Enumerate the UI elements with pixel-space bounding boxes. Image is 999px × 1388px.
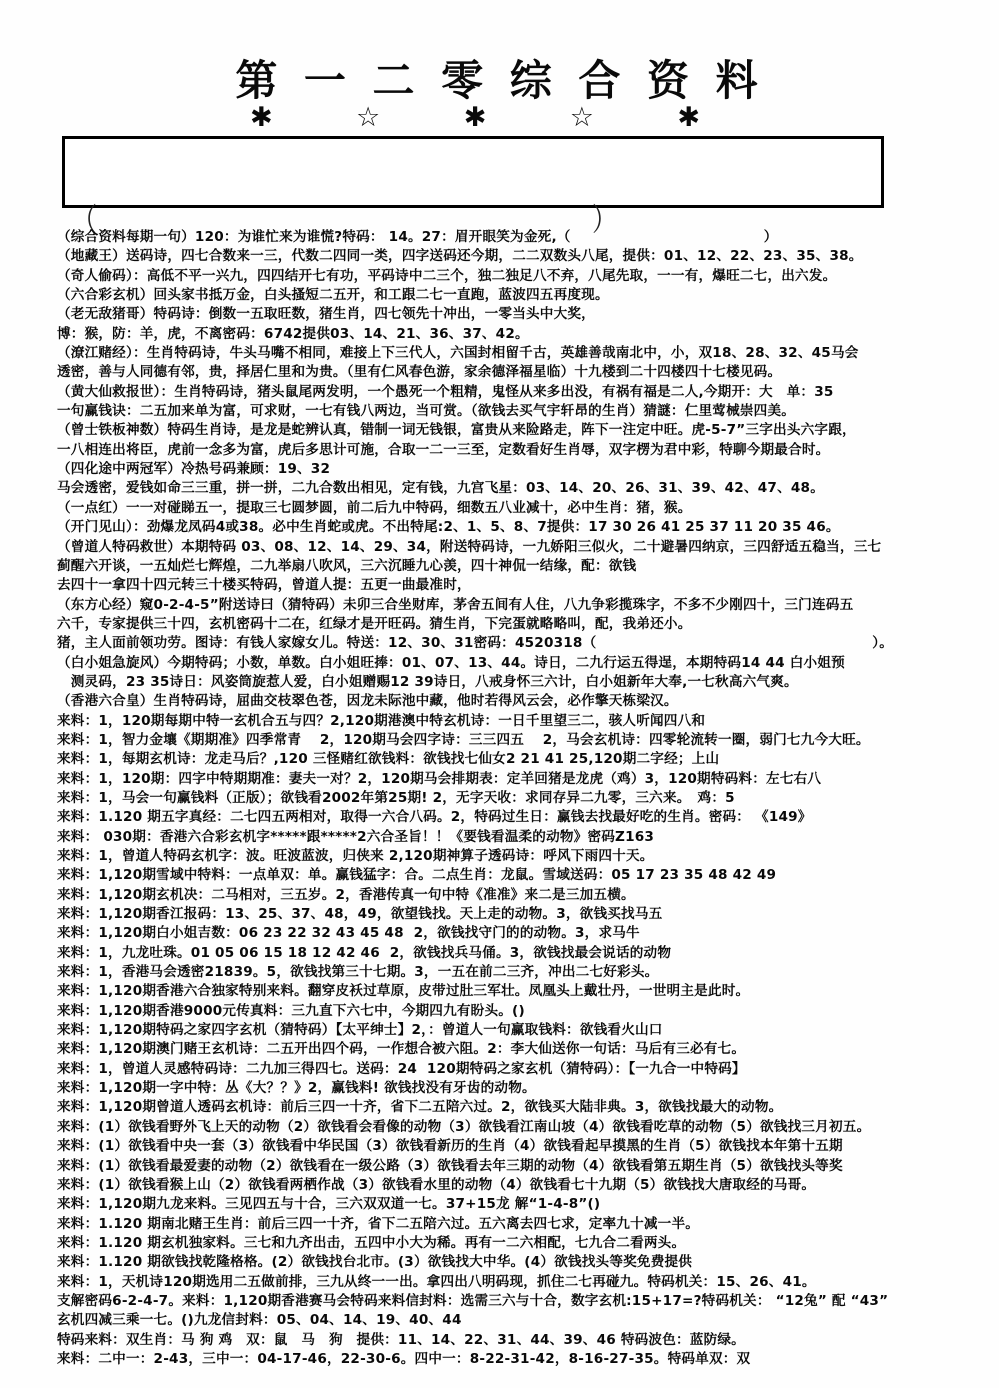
text-line: （东方心经）窥0-2-4-5”附送诗曰（猜特码）未卯三合坐财库，茅舍五间有人住，八九争彩揽珠字，不多不少刚四十，三门连码五 — [57, 596, 854, 613]
text-line: 博：猴，防：羊，虎，不离密码：6742提供03、14、21、36、37、42。 — [57, 325, 529, 342]
text-line: （奇人偷码）：高低不平一兴九，四四结开七有功，平码诗中二三个，独二独足八不弃，八尾先取，一一有，爆旺二七，出六发。 — [57, 267, 837, 284]
text-line: 来料：1,120期雪域中特料：一点单双：单。赢钱猛字：合。二点生肖：龙鼠。雪域送码：05 17 23 35 48 42 49 — [57, 867, 777, 884]
text-line: 来料：1，香港马会透密21839。5，欲钱找第三十七期。3，一五在前二三齐，冲出二七好彩头。 — [57, 964, 659, 981]
text-line: （综合资料每期一句）120：为谁忙来为谁慌?特码： 14。27：眉开眼笑为金死,（ ） — [57, 229, 778, 245]
text-line: （潦江赌经）：生肖特码诗，牛头马嘴不相同，难接上下三代人，六国封相留千古，英雄善哉南北中，小，双18、28、32、45马会 — [57, 345, 859, 362]
text-line: 来料：1，九龙吐珠。01 05 06 15 18 12 42 46 2，欲钱找兵马俑。3，欲钱找最会说话的动物 — [57, 944, 672, 961]
text-line: 支解密码6-2-4-7。来料：1,120期香港赛马会特码来料信封料：选需三六与十合，数字玄机:15+17=?特码机关： “12兔” 配 “43” — [57, 1292, 889, 1309]
empty-banner-box — [62, 136, 884, 208]
text-line: 来料：1，120期：四字中特期期准：妻夫一对？2，120期马会排期表：定羊回猪是龙虎（鸡）3，120期特码料：左七右八 — [57, 770, 822, 787]
text-line: 来料：1，每期玄机诗：龙走马后？,120 三怪赌红欲钱料：欲钱找七仙女2 21 41 25,120期二字经；上山 — [57, 751, 720, 768]
text-line: 特码来料：双生肖：马 狗 鸡 双：鼠 马 狗 提供：11、14、22、31、44、39、46 特码波色：蓝防绿。 — [57, 1331, 745, 1348]
star-icon: ✱ — [250, 102, 273, 133]
text-line: （黄大仙救报世）：生肖特码诗，猪头鼠尾两发明，一个愚死一个粗精，鬼怪从来多出没，有祸有福是二人,今期开：大 单：35 — [57, 383, 834, 400]
text-line: （六合彩玄机）回头家书抵万金，白头搔短二五开，和工跟二七一直跑，蓝波四五再度现。 — [57, 287, 609, 304]
text-line: 去四十一拿四十四元转三十楼买特码，曾道人提：五更一曲最准时， — [57, 577, 471, 594]
text-line: （地藏王）送码诗，四七合数来一三，代数二四同一类，四字送码还今期，二二双数头八尾，提供：01、12、22、23、35、38。 — [57, 248, 863, 265]
text-line: 来料：1,120期九龙来料。三见四五与十合，三六双双道一七。37+15龙 解“1-4-8”() — [57, 1196, 601, 1213]
right-paren-mark: ） — [592, 201, 618, 238]
star-icon: ✱ — [463, 102, 487, 133]
body-text-block — [57, 228, 993, 1369]
text-line: 六千，专家提供三十四，玄机密码十二在，红绿才是开旺码。猜生肖，下完蛋就略略叫，配，我弟还小。 — [57, 615, 692, 632]
text-line: 玄机四减三乘一七。()九龙信封料：05、04、14、19、40、44 — [57, 1312, 462, 1329]
text-line: 来料：二中一：2-43，三中一：04-17-46，22-30-6。四中一：8-22-31-42，8-16-27-35。特码单双：双 — [57, 1350, 751, 1367]
star-icon: ☆ — [569, 102, 594, 133]
text-line: 猪，主人面前领功劳。图诗：有钱人家嫁女儿。特送：12、30、31密码：4520318（ ）。 — [57, 635, 894, 652]
text-line: 来料：1,120期香港9000元传真料：三九直下六七中，今期四九有盼头。() — [57, 1002, 525, 1019]
text-line: （一点红）一一对碰睇五一，提取三七圆梦圆，前二后九中特码，细数五八业减十，必中生肖：猪，猴。 — [57, 499, 692, 516]
text-line: 来料：1,120期曾道人透码玄机诗：前后三四一十齐，省下二五陪六过。2，欲钱买大陆非典。3，欲钱找最大的动物。 — [57, 1099, 783, 1116]
text-line: 蓟醒六开谈，一五灿烂七辉煌，二九举扇八吹风，三六沉睡九心羡，四十神侃一结缘，配：欲钱 — [57, 557, 637, 574]
text-line: 来料：1,120期白小姐吉数：06 23 22 32 43 45 48 2，欲钱找守门的的动物。3，求马牛 — [57, 925, 640, 942]
text-line: （老无敌猪哥）特码诗：倒数一五取旺数，猪生肖，四七领先十冲出，一零当头中大奖， — [57, 306, 595, 323]
text-line: 来料：1,120期一字中特：丛《大？？》2，赢钱料! 欲钱找没有牙齿的动物。 — [57, 1080, 536, 1097]
text-line: 马会透密，爱钱如命三三重，拼一拼，二九合数出相见，定有钱，九宫飞星：03、14、20、26、31、39、42、47、48。 — [57, 480, 824, 497]
text-line: 来料：1.120 期五字真经：二七四五两相对，取得一六合八码。2，特码过生日：赢钱去找最好吃的生肖。密码： 《149》 — [57, 809, 812, 826]
text-line: 来料：1，马会一句赢钱料（正版）；欲钱看2002年第25期! 2，无字天收：求同存异二九零，三六来。 鸡：5 — [57, 789, 735, 806]
text-line: 来料：1.120 期玄机独家料。三七和九齐出击，五四中小大为稀。再有一二六相配，七九合二看两头。 — [57, 1234, 686, 1251]
star-icon: ☆ — [356, 102, 381, 133]
page-title: 第 一 二 零 综 合 资 料 — [235, 56, 764, 105]
text-line: 来料：1,120期玄机决：二马相对，三五岁。2，香港传真一句中特《准准》来二是三加五横。 — [57, 886, 635, 903]
text-line: 来料：1，120期每期中特一玄机合五与四？2,120期港澳中特玄机诗：一日千里望三二，骇人听闻四八和 — [57, 712, 706, 729]
star-icon: ✱ — [677, 102, 700, 133]
text-line: 测灵码，23 35诗日：风姿筒旋惹人爱，白小姐赠赐12 39诗日，八戒身怀三六计，白小姐新年大奉,一七秋高六气爽。 — [57, 673, 798, 690]
text-line: （开门见山）：劲爆龙凤码4或38。必中生肖蛇或虎。不出特尾:2、1、5、8、7提供：17 30 26 41 25 37 11 20 35 46。 — [57, 519, 840, 536]
text-line: 来料：1,120期澳门赌王玄机诗：二五开出四个码，一作想合被六阻。2：李大仙送你一句话：马后有三必有七。 — [57, 1041, 746, 1058]
text-line: 来料：1，曾道人特码玄机字：波。旺波蓝波，归侠来 2,120期神算子透码诗：呼风下雨四十天。 — [57, 848, 654, 864]
text-line: （香港六合皇）生肖特码诗，屈曲交枝翠色苍，因龙未际池中藏，他时若得风云会，必作擎天栋梁汉。 — [57, 693, 678, 710]
text-line: 来料：1,120期香港六合独家特别来料。翻穿皮袄过草原，皮带过肚三军壮。凤凰头上戴壮丹，一世明主是此时。 — [57, 983, 750, 1000]
text-line: 来料：1，天机诗120期选用二五做前排，三九从终一一出。拿四出八明码现，抓住二七再碰九。特码机关：15、26、41。 — [57, 1273, 816, 1290]
text-line: 来料：(1）欲钱看猴上山（2）欲钱看两栖作战（3）欲钱看水里的动物（4）欲钱看七十九期（5）欲钱找大唐取经的马哥。 — [57, 1176, 816, 1193]
star-decoration-row — [250, 103, 700, 133]
text-line: 来料：(1）欲钱看最爱妻的动物（2）欲钱看在一级公路（3）欲钱看去年三期的动物（4）欲钱看第五期生肖（5）欲钱找头等奖 — [57, 1157, 843, 1174]
text-line: 来料：1,120期香江报码：13、25、37、48，49，欲望钱找。天上走的动物。3，欲钱买找马五 — [57, 906, 663, 923]
text-line: 来料：1，曾道人灵感特码诗：二九加三得四七。送码：24 120期特码之家玄机（猜特码）：【一九合一中特码】 — [57, 1060, 746, 1077]
text-line: 一句赢钱诀：二五加来单为富，可求财，一七有钱八两边，当可赏。（欲钱去买气宇轩昂的生肖）猜謎：仁里莺械崇四美。 — [57, 403, 796, 420]
text-line: 来料：1.120 期南北赌王生肖：前后三四一十齐，省下二五陪六过。五六离去四七求，定率九十减一半。 — [57, 1215, 700, 1232]
text-line: 来料：1.120 期欲钱找乾隆格格。(2）欲钱找台北市。(3）欲钱找大中华。(4）欲钱找头等奖免费提供 — [57, 1254, 693, 1271]
text-line: 来料：1，智力金壤《期期准》四季常青 2，120期马会四字诗：三三四五 2，马会玄机诗：四零轮流转一圈，弱门七九今大旺。 — [57, 731, 870, 748]
text-line: 透密，善与人同德有邻，贵，择居仁里和为贵。（里有仁风春色游，家余德泽福星临）十九楼到二十四楼四十七楼见码。 — [57, 364, 782, 381]
text-line: （白小姐急旋风）今期特码；小数，单数。白小姐旺捧：01、07、13、44。诗日，二九行运五得逞，本期特码14 44 白小姐预 — [57, 654, 845, 671]
text-line: 一八相连出将臣，虎前一念多为富，虎后多思计可施，合取一二一三至，定数看好生肖辱，双字楞为君中彩，特聊今期最合时。 — [57, 441, 830, 458]
text-line: 来料：(1）欲钱看中央一套（3）欲钱看中华民国（3）欲钱看新历的生肖（4）欲钱看起早摸黑的生肖（5）欲钱找本年第十五期 — [57, 1138, 843, 1155]
text-line: （四化途中两冠军）冷热号码兼顾：19、32 — [57, 461, 331, 478]
text-line: （曾道人特码救世）本期特码 03、08、12、14、29、34，附送特码诗，一九娇阳三似火，二十避暑四纳京，三四舒适五稳当，三七 — [57, 538, 882, 555]
text-line: 来料：1,120期特码之家四字玄机（猜特码）【太平绅士】2，：曾道人一句赢取钱料：欲钱看火山口 — [57, 1022, 663, 1039]
left-paren-mark: （ — [72, 201, 98, 238]
text-line: 来料： 030期：香港六合彩玄机字*****跟*****2六合圣旨！！《要钱看温柔的动物》密码Z163 — [57, 828, 655, 845]
text-line: 来料：(1）欲钱看野外飞上天的动物（2）欲钱看会看像的动物（3）欲钱看江南山坡（4）欲钱看吃草的动物（5）欲钱找三月初五。 — [57, 1118, 871, 1135]
text-line: （曾士铁板神数）特码生肖诗，是龙是蛇辨认真，错制一词无钱银，富贵从来险路走，阵下一注定中旺。虎-5-7”三字出头六字跟， — [57, 422, 856, 439]
